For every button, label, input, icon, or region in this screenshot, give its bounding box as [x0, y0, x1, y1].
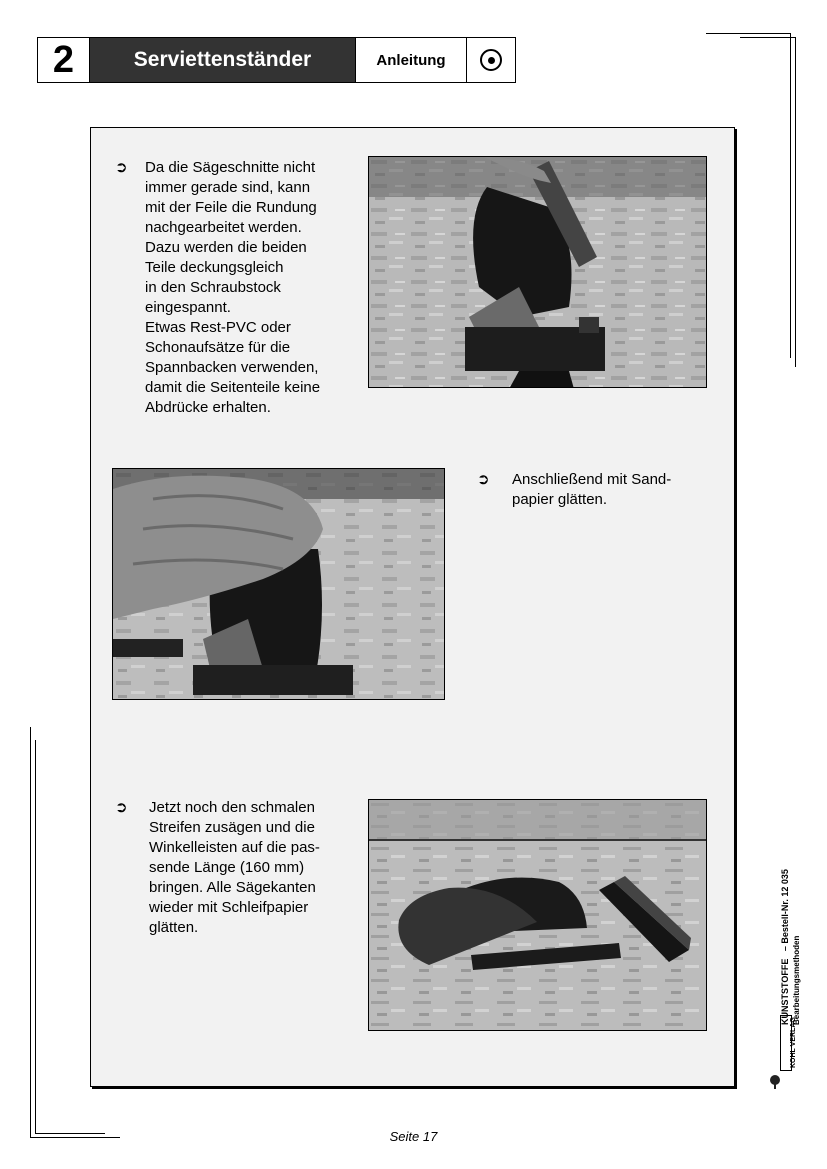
corner-line-top — [706, 33, 790, 34]
step-2-text: Anschließend mit Sand- papier glätten. — [512, 471, 672, 508]
corner-line-top-inner — [740, 37, 795, 38]
chapter-title: Serviettenständer — [90, 38, 356, 82]
sidebar-subtitle: Bearbeitungsmethoden — [792, 935, 801, 1025]
photo-filing-in-vise — [368, 156, 707, 388]
sidebar-order-number: – Bestell-Nr. 12 035 — [780, 869, 790, 952]
photo-cut-parts — [368, 799, 707, 1031]
publisher-logo — [768, 1015, 798, 1095]
publisher-name: KOHL VERLAG — [790, 1017, 797, 1068]
step-2 — [477, 470, 707, 510]
corner-line-left-inner — [35, 740, 36, 1133]
sidebar — [760, 815, 820, 1095]
step-1-text: Da die Sägeschnitte nicht immer gerade sind, kann mit der Feile die Rundung nachgearbeitet werden. Dazu werden die beiden Teile deckungsgleich in den Schraubstock eingespannt. Etwas Rest-PVC oder Schonaufsätze für die Spannbacken verwenden, damit die Seitenteile keine Abdrücke erhalten. — [145, 159, 321, 416]
step-3-text: Jetzt noch den schmalen Streifen zusägen und die Winkelleisten auf die pas- sende Länge (160 mm) bringen. Alle Sägekanten wieder mit Schleifpapier glätten. — [149, 799, 320, 936]
sidebar-text — [780, 869, 802, 1025]
bullet-arrow-icon: ➲ — [115, 159, 128, 176]
page-number: Seite 17 — [389, 1129, 438, 1144]
sidebar-subject: KUNSTSTOFFE — [780, 958, 790, 1025]
chapter-header — [37, 37, 516, 83]
bullet-arrow-icon: ➲ — [115, 799, 128, 816]
corner-line-left — [30, 727, 31, 1137]
content-box — [90, 127, 735, 1087]
photo-sanding — [112, 468, 445, 700]
tree-logo-icon — [768, 1075, 782, 1089]
corner-line-right — [790, 33, 791, 358]
bullet-arrow-icon: ➲ — [477, 471, 490, 488]
section-tag: Anleitung — [356, 38, 467, 82]
target-icon — [467, 38, 515, 82]
step-1 — [115, 158, 365, 418]
step-3 — [115, 798, 355, 938]
corner-line-right-inner — [795, 37, 796, 367]
chapter-number: 2 — [38, 38, 90, 82]
